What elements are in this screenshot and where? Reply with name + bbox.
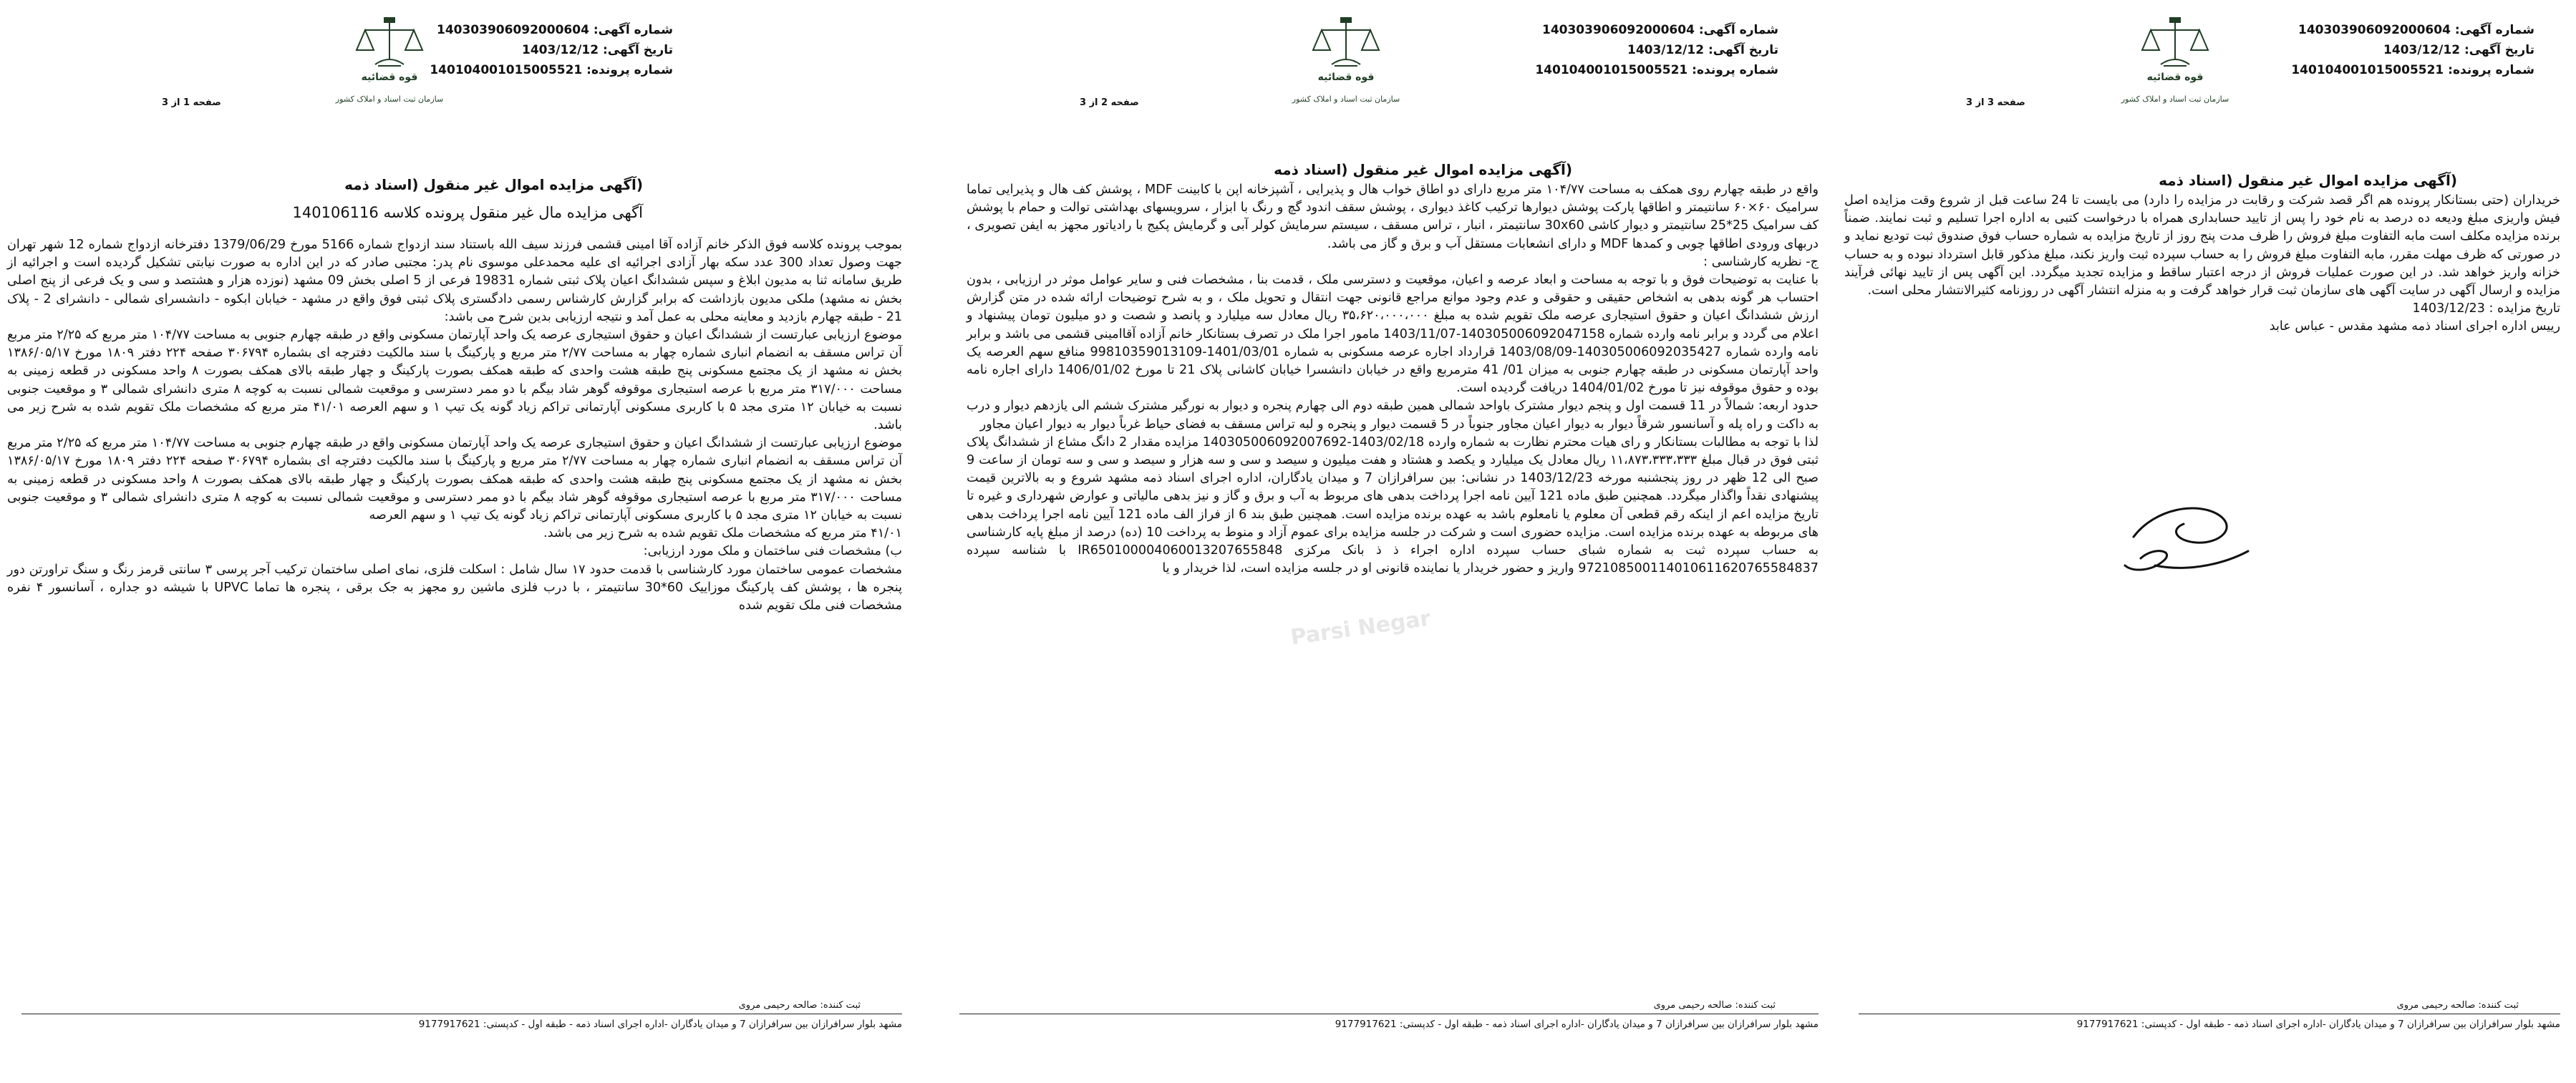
handwritten-signature xyxy=(2112,494,2255,590)
svg-text:سازمان ثبت اسناد و املاک کشور: سازمان ثبت اسناد و املاک کشور xyxy=(1292,94,1400,104)
page-number: صفحه 1 از 3 xyxy=(162,97,221,108)
section-heading: ب) مشخصات فنی ساختمان و ملک مورد ارزیابی: xyxy=(643,544,902,559)
auction-date: تاریخ مزایده : 1403/12/23 xyxy=(2412,301,2560,316)
paragraph: موضوع ارزیابی عبارتست از ششدانگ اعیان و حقوق استیجاری عرصه یک واحد آپارتمان مسکونی واقع در طبقه چهارم جنوبی به مساحت ۱۰۴/۷۷ متر مربع که ۲/۲۵ متر مربع آن تراس مسقف به انضمام انباری شماره چهار به مساحت ۲/۷۷ متر مربع و پارکینگ با سند مالکیت دفترچه ای بشماره ۳۰۶۷۹۴ صفحه ۲۲۴ دفتر ۱۸۰۹ مورخ ۱۳۸۶/۰۵/۱۷ بخش نه مشهد از یک مجتمع مسکونی پنج طبقه هشت واحدی که طبقه همکف بصورت پارکینگ و چهار طبقه بالای همکف بصورت ۸ واحد مسکونی در قطعه زمینی به مساحت ۳۱۷/۰۰۰ متر مربع با عرصه استیجاری موقوفه گوهر شاد بیگم با دو ممر دسترسی و موقعیت شمالی نسبت به کوچه ۸ متری دانشرای شمالی ۳ و موقعیت جنوبی نسبت به خیابان ۱۲ متری مجد ۵ با کاربری مسکونی آپارتمانی تراکم زیاد گونه یک تیپ ۱ و سهم العرصه xyxy=(7,436,903,523)
paragraph: لذا با توجه به مطالبات بستانکار و رای هیات محترم نظارت به شماره وارده 1403/02/18-140305006092007692 مزایده مقدار 2 دانگ مشاع از ششدانگ پلاک ثبتی فوق در قبال مبلغ ۱۱،۸۷۳،۳۳۳،۳۳۳ ریال معادل یک میلیارد و یکصد و هشتاد و هفت میلیون و سیصد و سی و سه هزار و سیصد و سی و سه تومان از ساعت 9 صبح الی 12 ظهر در روز پنجشنبه مورخه 1403/12/23 در نشانی: بین سرافرازان 7 و میدان یادگاران، اداره اجرای اسناد ذمه مشهد شروع و به بالاترین قیمت پیشنهادی نقداً واگذار میگردد. همچنین طبق ماده 121 آیین نامه اجرا پرداخت بدهی های مربوط به آب و برق و گاز و نیز بدهی مالیاتی و عوارض شهرداری و غیره تا تاریخ مزایده اعم از اینکه رقم قطعی آن معلوم یا نامعلوم باشد به عهده برنده مزایده است. همچنین طبق بند 6 از فراز الف ماده 121 آیین نامه اجرا پرداخت بدهی های مربوطه به عهده برنده مزایده است. مزایده حضوری است و شرکت در جلسه مزایده برای عموم آزاد و منوط به پرداخت 10 (ده) درصد از مبلغ پایه کارشناسی به حساب سپرده ثبت به شماره شبای حساب سپرده اداره اجراء ذ ذ بانک مرکزی IR650100004060013207655848 با شناسه سپرده 972108500114010611620765584837 واریز و حضور خریدار یا نماینده قانونی او در جلسه مزایده است، لذا خریدار و یا xyxy=(967,434,1819,576)
notice-title: (آگهی مزایده اموال غیر منقول (اسناد ذمه xyxy=(2159,172,2457,189)
judiciary-emblem xyxy=(335,14,444,107)
notice-meta xyxy=(2291,20,2534,80)
svg-text:قوه قضائیه: قوه قضائیه xyxy=(1317,72,1375,83)
page-number: صفحه 2 از 3 xyxy=(1080,97,1139,108)
notice-page-1 xyxy=(1833,0,2576,1083)
notice-number: شماره آگهی: 140303906092000604 xyxy=(1541,23,1778,37)
notice-date: تاریخ آگهی: 1403/12/12 xyxy=(2383,43,2534,57)
notice-title: (آگهی مزایده اموال غیر منقول (اسناد ذمه xyxy=(1274,161,1572,178)
paragraph: ۴۱/۰۱ متر مربع که مشخصات ملک تقویم شده به شرح زیر می باشد. xyxy=(543,526,902,541)
svg-text:سازمان ثبت اسناد و املاک کشور: سازمان ثبت اسناد و املاک کشور xyxy=(2121,94,2229,104)
file-number: شماره پرونده: 140104001015005521 xyxy=(1535,63,1778,77)
notice-meta xyxy=(1535,20,1778,80)
notice-body xyxy=(7,236,902,615)
paragraph: حدود اربعه: شمالاً در 11 قسمت اول و پنجم دیوار مشترک باواحد شمالی همین طبقه دوم الی چهارم پنجره و دیوار به نورگیر مشترک ششم الی یازدهم دیوار و درب به داکت و راه پله و آسانسور شرقاً دیوار به دیوار اعیان مجاور جنوباً در 5 قسمت دیوار و پنجره و لبه تراس مسقف به فضای حیاط غرباً دیوار به دیوار اعیان مجاور xyxy=(967,399,1819,432)
paragraph: موضوع ارزیابی عبارتست از ششدانگ اعیان و حقوق استیجاری عرصه یک واحد آپارتمان مسکونی واقع در طبقه چهارم جنوبی به مساحت ۱۰۴/۷۷ متر مربع که ۲/۲۵ متر مربع آن تراس مسقف به انضمام انباری شماره چهار به مساحت ۲/۷۷ متر مربع و پارکینگ با سند مالکیت دفترچه ای بشماره ۳۰۶۷۹۴ صفحه ۲۲۴ دفتر ۱۸۰۹ مورخ ۱۳۸۶/۰۵/۱۷ بخش نه مشهد از یک مجتمع مسکونی پنج طبقه هشت واحدی که طبقه همکف بصورت پارکینگ و چهار طبقه بالای همکف بصورت ۸ واحد مسکونی در قطعه زمینی به مساحت ۳۱۷/۰۰۰ متر مربع با عرصه استیجاری موقوفه گوهر شاد بیگم با دو ممر دسترسی و موقعیت شمالی نسبت به کوچه ۸ متری دانشرای شمالی ۳ و موقعیت جنوبی نسبت به خیابان ۱۲ متری مجد ۵ با کاربری مسکونی آپارتمانی تراکم زیاد گونه یک تیپ ۱ و سهم العرصه ۴۱/۰۱ متر مربع که مشخصات ملک تقویم شده به شرح زیر می باشد. xyxy=(7,328,903,433)
paragraph: مشخصات عمومی ساختمان مورد کارشناسی با قدمت حدود ۱۷ سال شامل : اسکلت فلزی، نمای اصلی ساختمان ترکیب آجر پرسی ۳ سانتی قرمز رنگ و سنگ تراورتن دور پنجره ها ، پوشش کف پارکینگ موزاییک 60*30 سانتیمتر ، با درب فلزی ماشین رو مجهز به جک برقی ، پنجره ها تماما UPVC با شیشه دو جداره ، آسانسور ۴ نفره مشخصات فنی ملک تقویم شده xyxy=(7,562,903,613)
paragraph: بموجب پرونده کلاسه فوق الذکر خانم آزاده آقا امینی قشمی فرزند سیف الله باستناد سند ازدواج شماره 5166 مورخ 1379/06/29 دفترخانه ازدواج شماره 12 شهر تهران جهت وصول تعداد 300 عدد سکه بهار آزادی اجرائیه ای علیه محمدعلی موسوی نام پدر: مجتبی صادر که در این اداره به صورت نیابتی تشکیل گردیده است و اجرائیه از طریق سامانه ثنا به مدیون ابلاغ و سپس ششدانگ اعیان پلاک ثبتی شماره 19831 فرعی از 5 اصلی بخش 09 مشهد (نوزده هزار و هشتصد و سی و یک فرعی از پنج اصلی بخش نه مشهد) ملکی مدیون بازداشت که برابر گزارش کارشناس رسمی دادگستری پلاک ثبتی فوق واقع در مشهد - خیابان ابکوه - دانشسرای شمالی - دانشرای 2 - پلاک 21 - طبقه چهارم بازدید و معاینه محلی به عمل آمد و نتیجه ارزیابی بدین شرح می باشد: xyxy=(7,238,902,324)
svg-text:سازمان ثبت اسناد و املاک کشور: سازمان ثبت اسناد و املاک کشور xyxy=(335,94,444,104)
notice-date: تاریخ آگهی: 1403/12/12 xyxy=(521,43,673,57)
notice-page-3 xyxy=(0,0,918,1083)
notice-page-2 xyxy=(918,0,1833,1083)
svg-text:قوه قضائیه: قوه قضائیه xyxy=(2146,72,2204,83)
notice-subtitle: آگهی مزایده مال غیر منقول پرونده کلاسه 140106116 xyxy=(292,204,643,221)
paragraph: واقع در طبقه چهارم روی همکف به مساحت ۱۰۴/۷۷ متر مربع دارای دو اطاق خواب هال و پذیرایی ، آشپزخانه اپن با کابینت MDF ، پوشش کف هال و پذیرایی تماما سرامیک ۶۰×۶۰ سانتیمتر و اطاقها پارکت پوشش دیوارها ترکیب کاغذ دیواری ، پوشش سقف اندود گچ و رنگ با ابزار ، سرویسهای بهداشتی توالت و حمام با پوشش کف سرامیک 25*25 سانتیمتر و دیوار کاشی 30x60 سانتیمتر ، انبار ، تراس مسقف ، سیستم سرمایش کولر آبی و گرمایش پکیج با رادیاتور مجهز به ایفن تصویری ، دربهای ورودی اطاقها چوبی و کمدها MDF و دارای انشعابات مستقل آب و برق و گاز می باشد. xyxy=(967,183,1819,251)
office-address: مشهد بلوار سرافرازان بین سرافرازان 7 و میدان یادگاران -اداره اجرای اسناد ذمه - طبقه اول - کدپستی: 9177917621 xyxy=(2076,1019,2560,1030)
svg-text:قوه قضائیه: قوه قضائیه xyxy=(361,72,418,83)
judiciary-emblem xyxy=(2121,14,2229,107)
file-number: شماره پرونده: 140104001015005521 xyxy=(430,63,673,77)
notice-body xyxy=(967,181,1819,578)
notice-date: تاریخ آگهی: 1403/12/12 xyxy=(1627,43,1778,57)
notice-meta xyxy=(430,20,673,80)
notice-number: شماره آگهی: 140303906092000604 xyxy=(436,23,673,37)
office-head: رییس اداره اجرای اسناد ذمه مشهد مقدس - عباس عابد xyxy=(2269,319,2560,334)
paragraph: خریداران (حتی بستانکار پرونده هم اگر قصد شرکت و رقابت در مزایده را دارد) می بایست تا 24 ساعت قبل از شروع وقت مزایده اصل فیش واریزی مبلغ ودیعه ده درصد به نام خود را پس از تایید حسابداری همراه با درخواست کتبی به اداره اجرا تسلیم و ثبت نمایند. ضمناً برنده مزایده مکلف است مابه التفاوت مبلغ فروش را ظرف مدت پنج روز از تاریخ مزایده به شماره حساب فوق صندوق ثبت تودیع نماید و در صورتی که ظرف مهلت مقرر، مابه التفاوت مبلغ فروش را به حساب سپرده ثبت واریز نکند، مبلغ مذکور قابل استرداد نبوده و به حساب خزانه واریز خواهد شد. در این صورت عملیات فروش از درجه اعتبار ساقط و مزایده تجدید میگردد. این آگهی پس از تایید نهائی فرآیند مزایده و ارسال آگهی در سایت آگهی های سازمان ثبت قرار خواهد گرفت و به منزله انتشار آگهی در روزنامه کثیرالانتشار محلی است. xyxy=(1844,193,2560,298)
signer-label: ثبت کننده: صالحه رحیمی مروی xyxy=(1653,1000,1776,1011)
signer-label: ثبت کننده: صالحه رحیمی مروی xyxy=(738,1000,861,1011)
notice-body xyxy=(1844,192,2560,336)
notice-title: (آگهی مزایده اموال غیر منقول (اسناد ذمه xyxy=(344,176,643,193)
notice-number: شماره آگهی: 140303906092000604 xyxy=(2297,23,2534,37)
watermark: Parsi Negar xyxy=(1289,606,1433,651)
file-number: شماره پرونده: 140104001015005521 xyxy=(2291,63,2534,77)
signer-label: ثبت کننده: صالحه رحیمی مروی xyxy=(2396,1000,2519,1011)
office-address: مشهد بلوار سرافرازان بین سرافرازان 7 و میدان یادگاران -اداره اجرای اسناد ذمه - طبقه اول - کدپستی: 9177917621 xyxy=(418,1019,902,1030)
page-number: صفحه 3 از 3 xyxy=(1966,97,2025,108)
section-heading: ج- نظریه کارشناسی : xyxy=(1703,254,1819,269)
judiciary-emblem xyxy=(1292,14,1400,107)
office-address: مشهد بلوار سرافرازان بین سرافرازان 7 و میدان یادگاران -اداره اجرای اسناد ذمه - طبقه اول - کدپستی: 9177917621 xyxy=(1335,1019,1819,1030)
paragraph: با عنایت به توضیحات فوق و با توجه به مساحت و ابعاد عرصه و اعیان، موقعیت و دسترسی ملک ، قدمت بنا ، مشخصات فنی و سایر عوامل موثر در ارزیابی ، بدون احتساب هر گونه بدهی به اشخاص حقیقی و حقوقی و عدم وجود موانع مراجع قانونی جهت انتقال و تحویل ملک ، و به شرح توضیحات ارائه شده در متن گزارش ارزش ششدانگ اعیان و حقوق استیجاری عرصه ملک تقویم شده به مبلغ ۳۵،۶۲۰،۰۰۰،۰۰۰ ریال معادل سه میلیارد و پانصد و شصت و دو میلیون تومان پیشنهاد و اعلام می گردد و برابر نامه وارده شماره 140305006092047158-1403/11/07 مامور اجرا ملک در تصرف بستانکار خانم آزاده آقاامینی قشمی می باشد و برابر نامه وارده شماره 140305006092035427-1403/08/09 قرارداد اجاره عرصه مسکونی به شماره 1401/03/01-99810359013109 منافع سهم العرصه یک واحد آپارتمان مسکونی در طبقه چهارم جنوبی به میزان 01/ 41 مترمربع واقع در خیابان دانشسرا خیابان کاشانی پلاک 21 تا مورخ 1406/01/02 دارای اجاره نامه بوده و حقوق موقوفه نیز تا مورخ 1404/01/02 دریافت گردیده است. xyxy=(967,273,1819,396)
